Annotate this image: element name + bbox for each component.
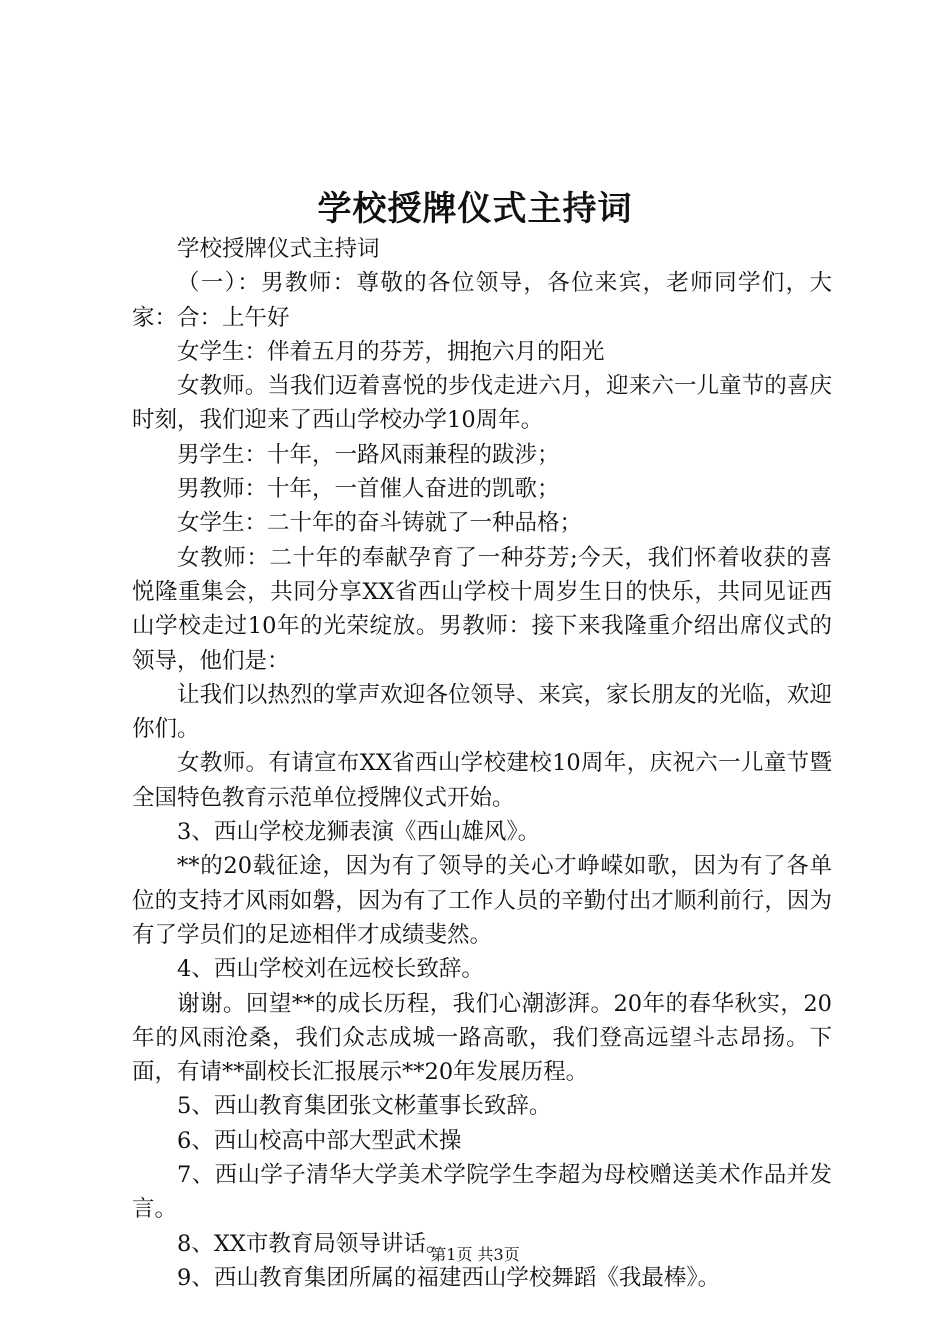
paragraph: 让我们以热烈的掌声欢迎各位领导、来宾，家长朋友的光临，欢迎你们。	[132, 681, 832, 743]
paragraph: 女教师：二十年的奉献孕育了一种芬芳;今天，我们怀着收获的喜悦隆重集会，共同分享XX省西山学校十周岁生日的快乐，共同见证西山学校走过10年的光荣绽放。男教师：接下来我隆重介绍出席仪式的领导，他们是：	[132, 544, 832, 674]
paragraph: 女教师。有请宣布XX省西山学校建校10周年，庆祝六一儿童节暨全国特色教育示范单位授牌仪式开始。	[132, 750, 832, 811]
paragraph: （一）：男教师：尊敬的各位领导，各位来宾，老师同学们，大家：合：上午好	[132, 270, 832, 331]
paragraph: 女教师。当我们迈着喜悦的步伐走进六月，迎来六一儿童节的喜庆时刻，我们迎来了西山学校办学10周年。	[132, 373, 832, 434]
document-body	[132, 232, 832, 1295]
paragraph: 3、西山学校龙狮表演《西山雄风》。	[177, 819, 541, 846]
document-title: 学校授牌仪式主持词	[317, 189, 633, 229]
paragraph: 谢谢。回望**的成长历程，我们心潮澎湃。20年的春华秋实，20年的风雨沧桑，我们众志成城一路高歌，我们登高远望斗志昂扬。下面，有请**副校长汇报展示**20年发展历程。	[132, 990, 832, 1086]
paragraph: 学校授牌仪式主持词	[177, 236, 380, 262]
paragraph: 女学生：伴着五月的芬芳，拥抱六月的阳光	[177, 338, 605, 365]
paragraph: 4、西山学校刘在远校长致辞。	[177, 956, 484, 983]
paragraph: 男教师：十年，一首催人奋进的凯歌；	[177, 476, 560, 503]
paragraph: **的20载征途，因为有了领导的关心才峥嵘如歌，因为有了各单位的支持才风雨如磐，因为有了工作人员的辛勤付出才顺利前行，因为有了学员们的足迹相伴才成绩斐然。	[132, 853, 832, 948]
page-number-footer: 第1页 共3页	[430, 1245, 520, 1264]
paragraph: 女学生：二十年的奋斗铸就了一种品格；	[177, 510, 583, 537]
paragraph: 9、西山教育集团所属的福建西山学校舞蹈《我最棒》。	[177, 1264, 721, 1291]
paragraph: 男学生：十年，一路风雨兼程的跋涉；	[177, 441, 560, 468]
paragraph: 8、XX市教育局领导讲话。	[177, 1230, 449, 1257]
paragraph: 7、西山学子清华大学美术学院学生李超为母校赠送美术作品并发言。	[132, 1162, 832, 1223]
paragraph: 6、西山校高中部大型武术操	[177, 1127, 462, 1154]
paragraph: 5、西山教育集团张文彬董事长致辞。	[177, 1093, 552, 1120]
